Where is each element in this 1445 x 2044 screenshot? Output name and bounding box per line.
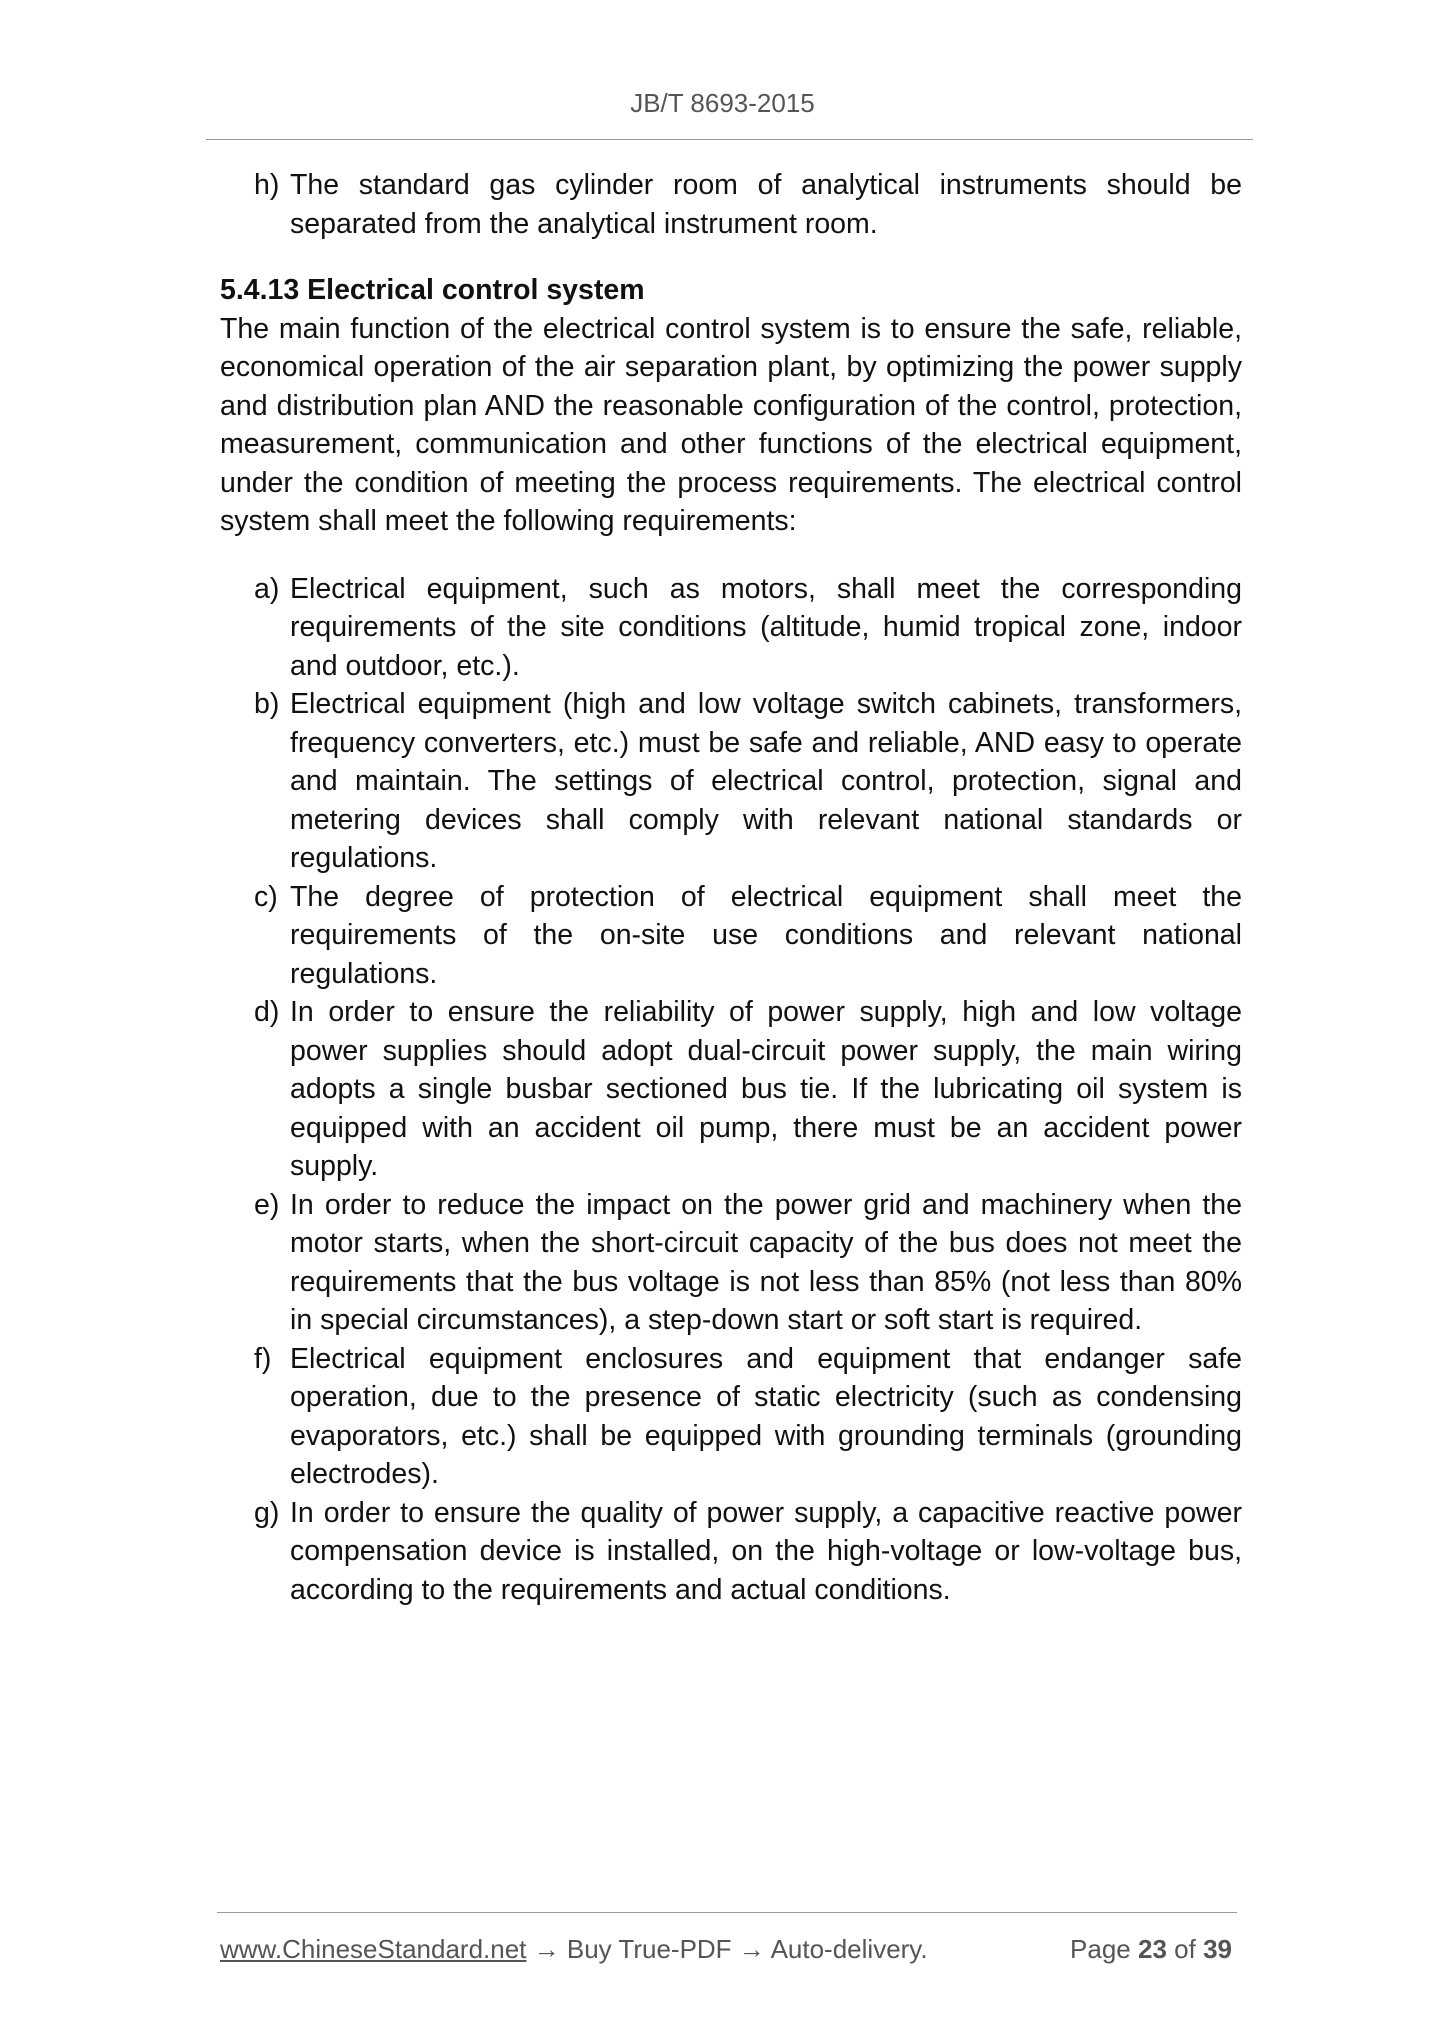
list-item-text: The degree of protection of electrical equipment shall meet the requirements of the on-site use conditions and relevant national regulations. [290,880,1242,990]
list-item-b [220,685,1242,878]
list-item-text: In order to reduce the impact on the power grid and machinery when the motor starts, when the short-circuit capacity of the bus does not meet the requirements that the bus voltage is not less than 85% (not less than 80% in special circumstances), a step-down start or soft start is required. [290,1188,1242,1336]
website-link[interactable]: www.ChineseStandard.net [220,1934,527,1964]
list-marker: f) [254,1342,272,1375]
list-item-g [220,1494,1242,1610]
page-content [220,166,1242,1609]
page-footer [220,1932,1232,1966]
list-item-e [220,1186,1242,1340]
footer-divider [217,1912,1237,1913]
footer-tagline: → Buy True-PDF → Auto-delivery. [526,1934,928,1964]
page-current: 23 [1138,1934,1167,1964]
list-marker: c) [254,880,278,913]
list-marker: a) [254,572,280,605]
list-item-a [220,570,1242,686]
list-item-text: In order to ensure the reliability of power supply, high and low voltage power supplies should adopt dual-circuit power supply, the main wiring adopts a single busbar sectioned bus tie. If the lubricating oil system is equipped with an accident oil pump, there must be an accident power supply. [290,996,1242,1182]
list-item-text: Electrical equipment, such as motors, shall meet the corresponding requirements of the site conditions (altitude, humid tropical zone, indoor and outdoor, etc.). [290,572,1242,682]
list-marker: h) [254,169,280,201]
list-marker: e) [254,1188,280,1221]
list-item-c [220,878,1242,994]
list-item-text: Electrical equipment (high and low voltage switch cabinets, transformers, frequency converters, etc.) must be safe and reliable, AND easy to operate and maintain. The settings of electrical control, protection, signal and metering devices shall comply with relevant national standards or regulations. [290,688,1242,874]
section-heading: 5.4.13 Electrical control system [220,274,645,306]
page-label: Page [1070,1934,1131,1964]
section-intro-paragraph: The main function of the electrical control system is to ensure the safe, reliable, economical operation of the air separation plant, by optimizing the power supply and distribution plan AND the reasonable configuration of the control, protection, measurement, communication and other functions of the electrical equipment, under the condition of meeting the process requirements. The electrical control system shall meet the following requirements: [220,312,1242,537]
list-item-text: Electrical equipment enclosures and equipment that endanger safe operation, due to the presence of static electricity (such as condensing evaporators, etc.) shall be equipped with grounding terminals (grounding electrodes). [290,1342,1242,1490]
list-marker: b) [254,688,280,720]
list-item-h [220,166,1242,243]
of-label: of [1174,1934,1196,1964]
page-total: 39 [1203,1934,1232,1964]
list-item-f [220,1340,1242,1494]
page-header-doc-code: JB/T 8693-2015 [630,88,815,118]
header-divider [206,139,1253,140]
list-marker: d) [254,996,280,1028]
list-item-d [220,993,1242,1186]
list-item-text: The standard gas cylinder room of analytical instruments should be separated from the analytical instrument room. [290,169,1242,240]
list-item-text: In order to ensure the quality of power supply, a capacitive reactive power compensation device is installed, on the high-voltage or low-voltage bus, according to the requirements and actual conditions. [290,1496,1242,1606]
list-marker: g) [254,1496,280,1529]
page-number [1070,1932,1232,1966]
